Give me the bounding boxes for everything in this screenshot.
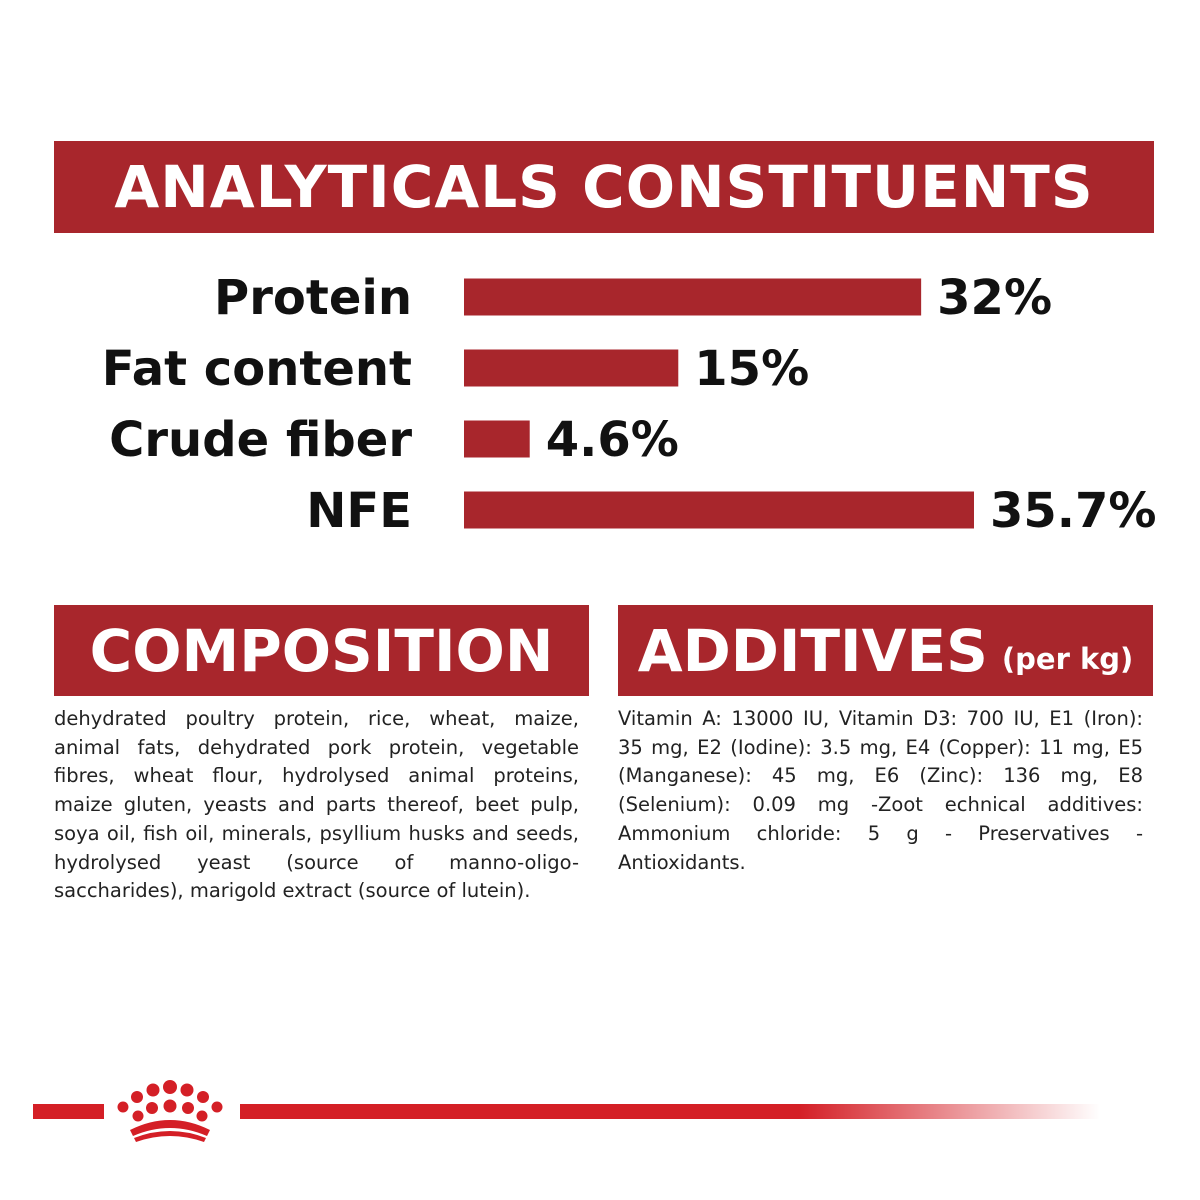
category-label: Protein: [214, 270, 412, 326]
additives-text: Vitamin A: 13000 IU, Vitamin D3: 700 IU, E1 (Iron): 35 mg, E2 (Iodine): 3.5 mg, E4 (Copper): 11 mg, E5 (Manganese): 45 mg, E6 (Zinc): 136 mg, E8 (Selenium): 0.09 mg -Zoot echnical additives: Ammonium chloride: 5 g - Preservatives - Antioxidants.: [618, 707, 1143, 874]
bar: [464, 350, 678, 387]
value-label: 15%: [694, 341, 810, 397]
composition-banner: [54, 605, 589, 696]
crown-icon: [108, 1078, 232, 1144]
additives-title: ADDITIVES: [637, 616, 988, 685]
value-label: 35.7%: [990, 483, 1157, 539]
constituents-bar-chart: [0, 260, 1200, 550]
bar: [464, 421, 530, 458]
footer-line-left: [33, 1104, 104, 1119]
value-label: 32%: [937, 270, 1053, 326]
composition-title: COMPOSITION: [89, 616, 554, 685]
category-label: Fat content: [101, 341, 412, 397]
additives-unit-note: (per kg): [1001, 641, 1134, 676]
additives-banner: [618, 605, 1153, 696]
analytical-constituents-banner: [54, 141, 1154, 233]
analytical-constituents-title: ANALYTICALS CONSTITUENTS: [114, 153, 1094, 221]
composition-text: dehydrated poultry protein, rice, wheat, maize, animal fats, dehydrated pork protein, vegetable fibres, wheat flour, hydrolysed animal proteins, maize gluten, yeasts and parts thereof, beet pulp, soya oil, fish oil, minerals, psyllium husks and seeds, hydrolysed yeast (source of manno-oligo-saccharides), marigold extract (source of lutein).: [54, 707, 579, 903]
bar: [464, 492, 974, 529]
bar: [464, 279, 921, 316]
category-label: Crude fiber: [109, 412, 412, 468]
footer-line-right: [240, 1104, 1100, 1119]
category-label: NFE: [306, 483, 412, 539]
value-label: 4.6%: [545, 412, 679, 468]
